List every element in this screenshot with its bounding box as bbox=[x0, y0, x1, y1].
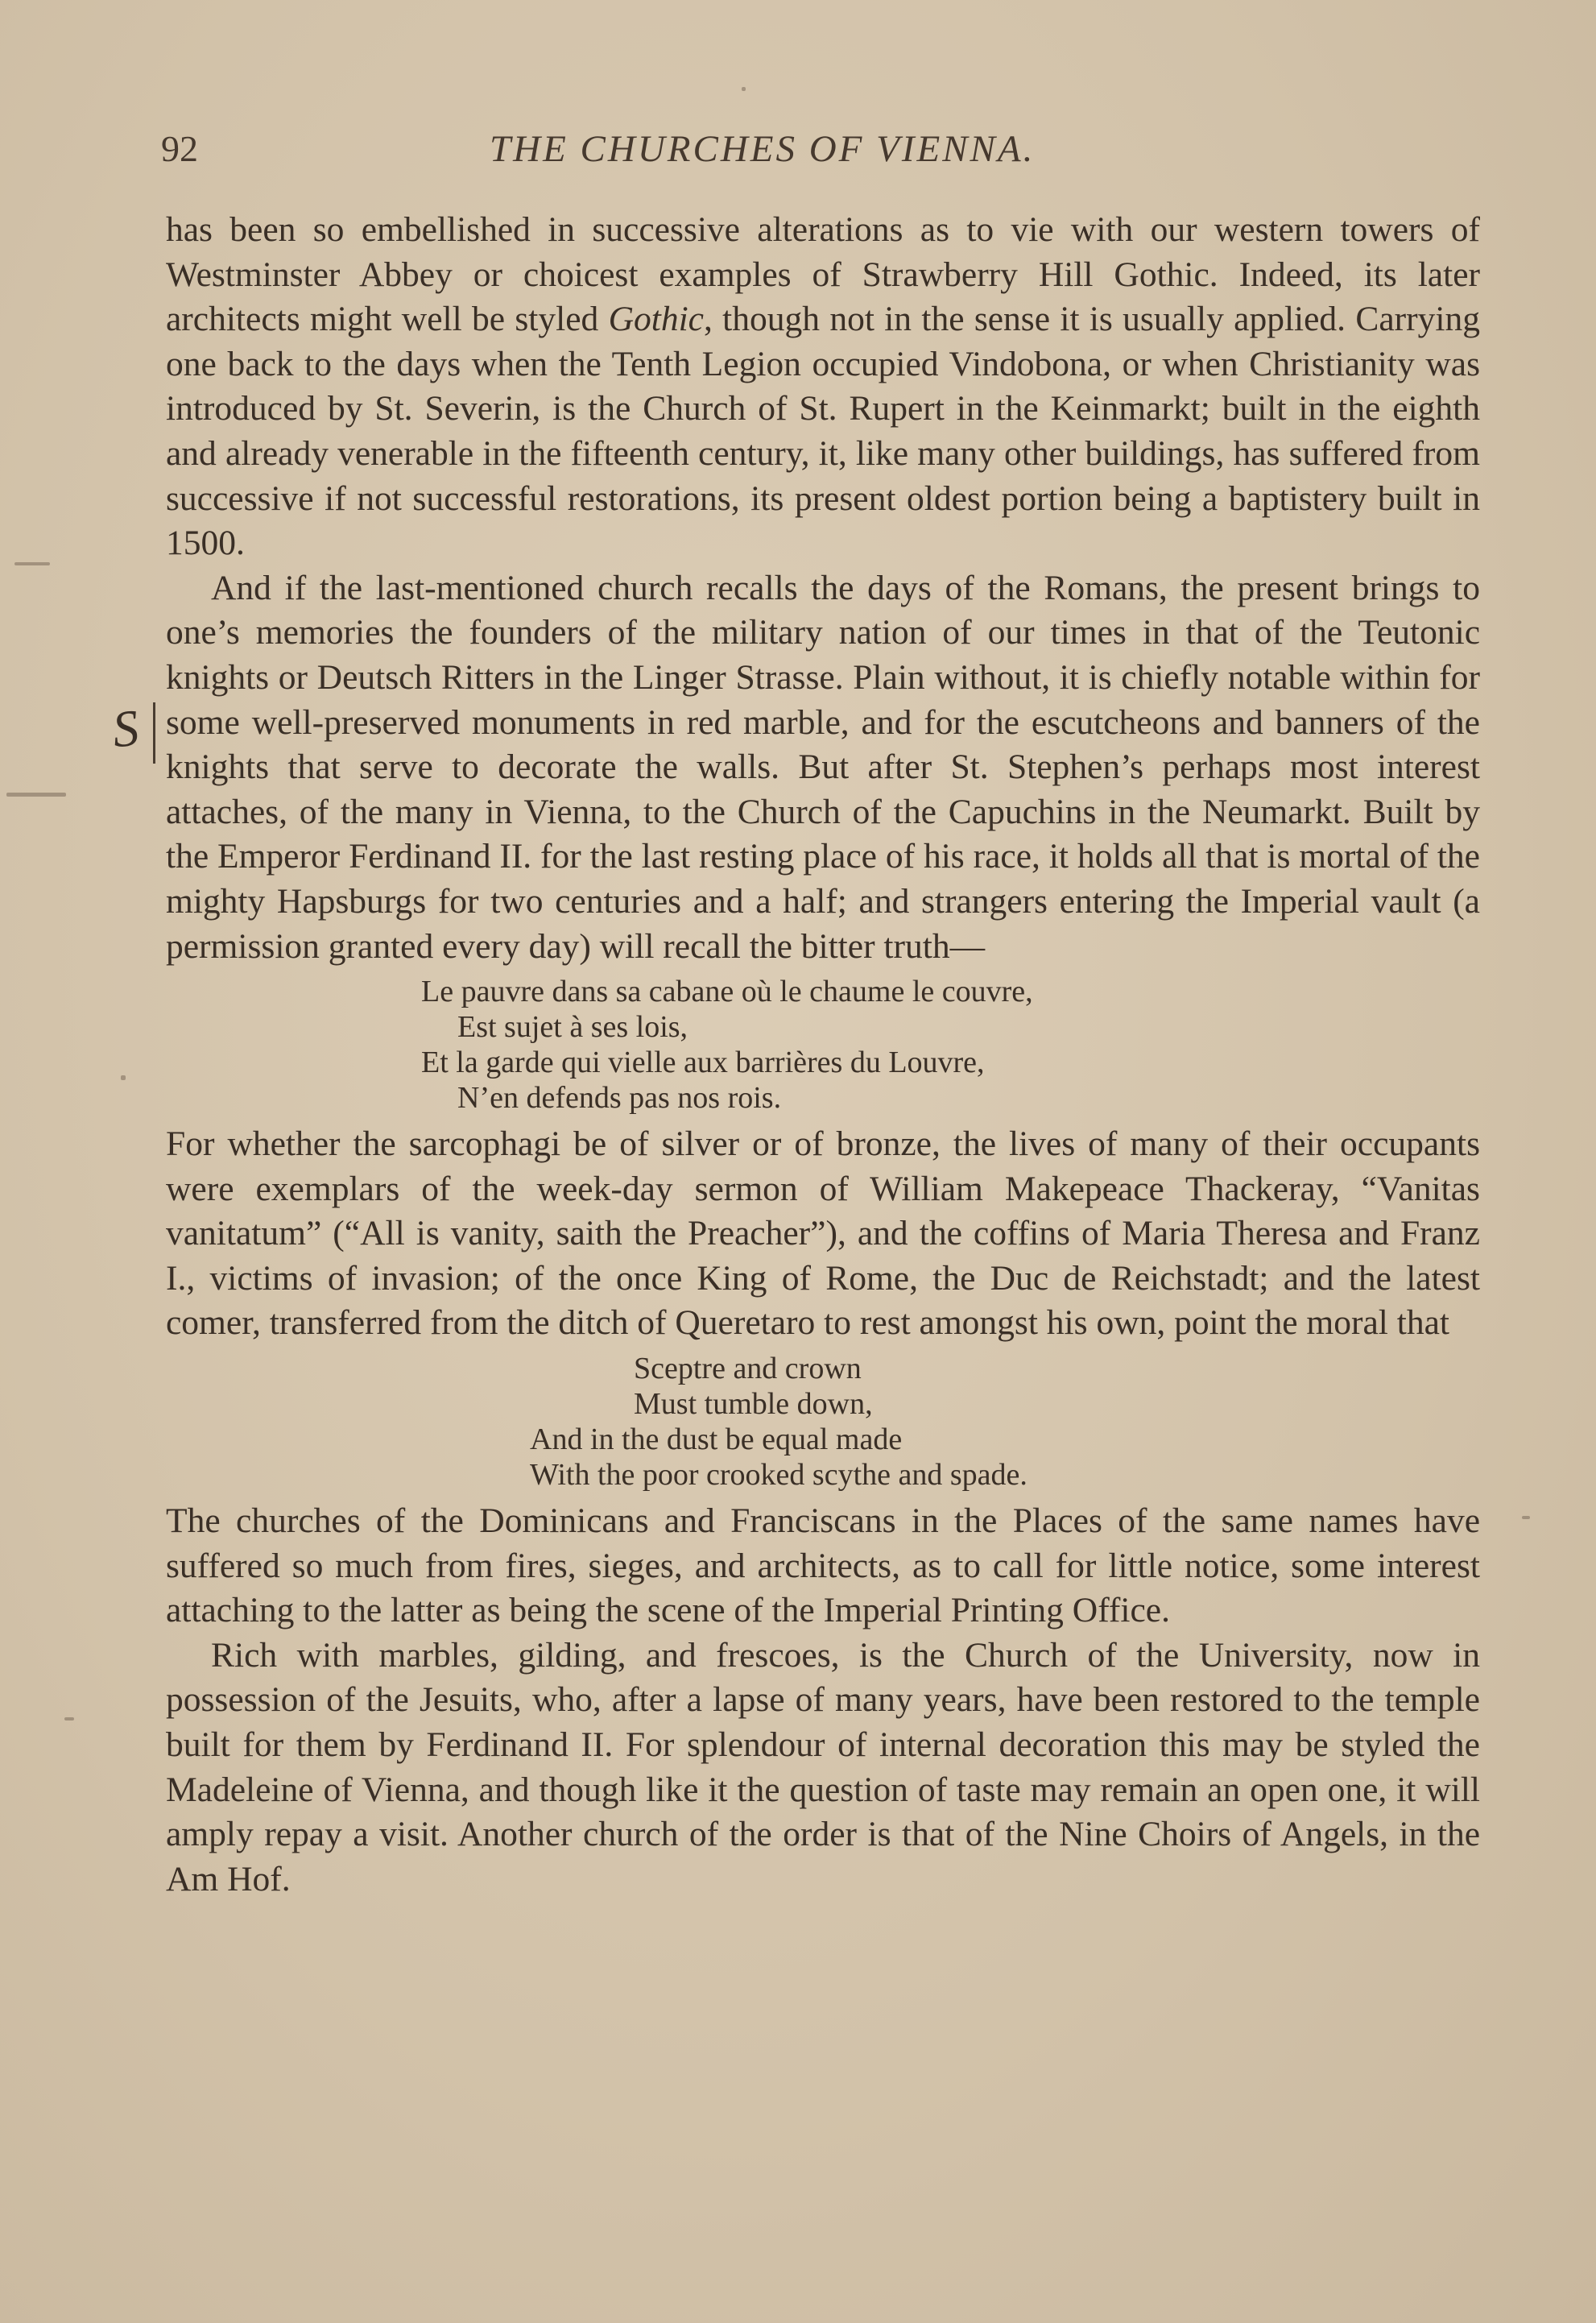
verse-line: Et la garde qui vielle aux barrières du Louvre, bbox=[421, 1046, 985, 1080]
handwritten-margin-note: S bbox=[110, 698, 142, 759]
verse-line: Est sujet à ses lois, bbox=[457, 1010, 688, 1045]
verse-line: Must tumble down, bbox=[634, 1387, 873, 1422]
paragraph-1-end: , though not in the sense it is usually applied. Carrying one back to the days when the Tenth Legion occupied Vindobona, or when Christianity was introduced by St. Severin, is the Church of St. Rupert in the Keinmarkt; built in the eighth and already venerable in the fifteenth century, it, like many other buildings, has suffered from successive if not successful restorations, its present oldest portion being a baptistery built in 1500. bbox=[166, 300, 1480, 563]
verse-french bbox=[166, 969, 1480, 1122]
verse-line: Le pauvre dans sa cabane où le chaume le couvre, bbox=[421, 975, 1033, 1009]
running-title: THE CHURCHES OF VIENNA. bbox=[490, 128, 1036, 170]
verse-line: N’en defends pas nos rois. bbox=[457, 1081, 782, 1116]
paragraph-4: The churches of the Dominicans and Franciscans in the Places of the same names have suffered so much from fires, sieges, and architects, as to call for little notice, some interest attaching to the latter as being the scene of the Imperial Printing Office. bbox=[166, 1501, 1480, 1630]
paper-speck bbox=[14, 562, 50, 565]
paper-speck bbox=[742, 87, 746, 91]
page-number: 92 bbox=[161, 128, 198, 169]
paper-speck bbox=[6, 793, 66, 797]
body-text bbox=[166, 208, 1480, 1902]
paragraph-1-start: has been so embellished in successive alterations as to vie with our western towers of Westminster Abbey or choicest examples of Strawberry Hill Gothic. Indeed, its later architects might well be styled bbox=[166, 210, 1480, 339]
italic-term: Gothic bbox=[608, 300, 704, 339]
verse-line: With the poor crooked scythe and spade. bbox=[530, 1458, 1027, 1493]
margin-bar bbox=[153, 702, 155, 764]
paper-speck bbox=[1522, 1516, 1530, 1519]
paper-speck bbox=[64, 1717, 74, 1721]
verse-line: And in the dust be equal made bbox=[530, 1422, 903, 1457]
paper-speck bbox=[121, 1075, 126, 1080]
paragraph-3: For whether the sarcophagi be of silver or of bronze, the lives of many of their occupants were exemplars of the week-day sermon of William Makepeace Thackeray, “Vanitas vanitatum” (“All is vanity, saith the Preacher”), and the coffins of Maria Theresa and Franz I., victims of invasion; of the once King of Rome, the Duc de Reichstadt; and the latest comer, transferred from the ditch of Queretaro to rest amongst his own, point the moral that bbox=[166, 1124, 1480, 1343]
paragraph-2: And if the last-mentioned church recalls the days of the Romans, the present brings to one’s memories the founders of the military nation of our times in that of the Teutonic knights or Deutsch Ritters in the Linger Strasse. Plain without, it is chiefly notable within for some well-preserved monuments in red marble, and for the escutcheons and banners of the knights that serve to decorate the walls. But after St. Stephen’s perhaps most interest attaches, of the many in Vienna, to the Church of the Capuchins in the Neumarkt. Built by the Emperor Ferdinand II. for the last resting place of his race, it holds all that is mortal of the mighty Hapsburgs for two centuries and a half; and strangers entering the Imperial vault (a permission granted every day) will recall the bitter truth— bbox=[166, 568, 1480, 966]
paragraph-1 bbox=[166, 208, 1480, 566]
running-head bbox=[161, 127, 1482, 179]
paragraph-5: Rich with marbles, gilding, and frescoes, is the Church of the University, now in possession of the Jesuits, who, after a lapse of many years, have been restored to the temple built for them by Ferdinand II. For splendour of internal decoration this may be styled the Madeleine of Vienna, and though like it the question of taste may remain an open one, it will amply repay a visit. Another church of the order is that of the Nine Choirs of Angels, in the Am Hof. bbox=[166, 1635, 1480, 1899]
verse-english bbox=[166, 1346, 1480, 1499]
verse-line: Sceptre and crown bbox=[634, 1352, 862, 1386]
